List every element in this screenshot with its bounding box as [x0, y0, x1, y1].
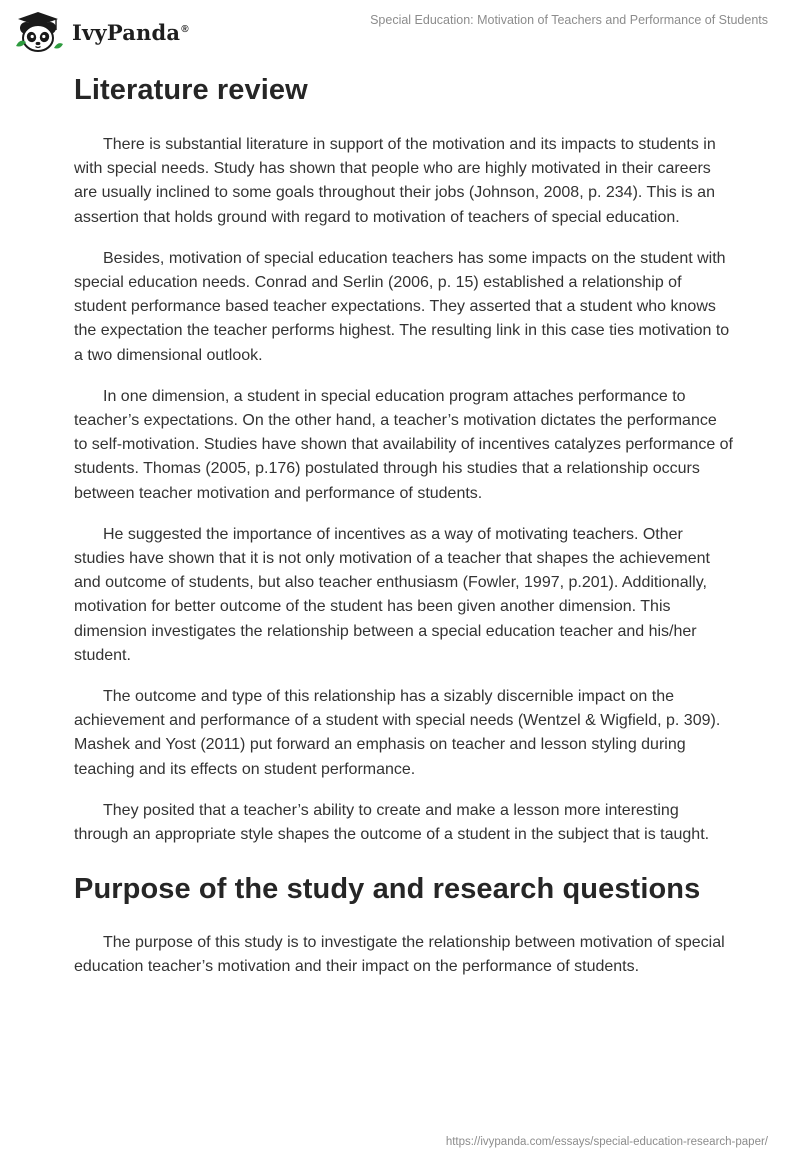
paragraph: The purpose of this study is to investigate the relationship between motivation of special education teacher’s motivation and their impact on the performance of students. — [74, 934, 725, 976]
page-header — [0, 0, 800, 64]
source-url[interactable]: https://ivypanda.com/essays/special-education-research-paper/ — [445, 1136, 768, 1148]
paragraph: There is substantial literature in support of the motivation and its impacts to students in with special needs. Study has shown that people who are highly motivated in their careers are usually inclined to some goals throughout their jobs (Johnson, 2008, p. 234). This is an assertion that holds ground with regard to motivation of teachers of special education. — [74, 136, 716, 226]
logo-wordmark: IvyPanda® — [72, 19, 189, 45]
site-logo[interactable] — [14, 8, 189, 54]
panda-graduation-cap-icon — [14, 8, 64, 54]
section-heading-literature-review: Literature review — [74, 74, 308, 106]
paragraph: Besides, motivation of special education teachers has some impacts on the student with special education needs. Conrad and Serlin (2006, p. 15) established a relationship of student performance based teacher expectations. They asserted that a student who knows the expectation the teacher performs highest. The resulting link in this case ties motivation to a two dimensional outlook. — [74, 249, 730, 364]
paragraph: In one dimension, a student in special education program attaches performance to teacher’s expectations. On the other hand, a teacher’s motivation dictates the performance to self-motivation. Studies have shown that availability of incentives catalyzes performance of students. Thomas (2005, p.176) postulated through his studies that a relationship occurs between teacher motivation and performance of students. — [74, 387, 733, 502]
paragraph: He suggested the importance of incentives as a way of motivating teachers. Other studies have shown that it is not only motivation of a teacher that shapes the achievement and outcome of students, but also teacher enthusiasm (Fowler, 1997, p.201). Additionally, motivation for better outcome of the student has been given another dimension. This dimension investigates the relationship between a special education teacher and his/her student. — [74, 525, 710, 664]
section-heading-purpose: Purpose of the study and research questions — [74, 873, 701, 906]
paragraph: The outcome and type of this relationship has a sizably discernible impact on the achievement and performance of a student with special needs (Wentzel & Wigfield, p. 309). Mashek and Yost (2011) put forward an emphasis on teacher and lesson styling during teaching and its effects on student performance. — [74, 688, 721, 778]
document-title: Special Education: Motivation of Teachers and Performance of Students — [370, 13, 768, 27]
registered-mark: ® — [181, 23, 189, 35]
paragraph: They posited that a teacher’s ability to create and make a lesson more interesting through an appropriate style shapes the outcome of a student in the subject that is taught. — [74, 801, 710, 844]
article-body — [74, 66, 734, 980]
